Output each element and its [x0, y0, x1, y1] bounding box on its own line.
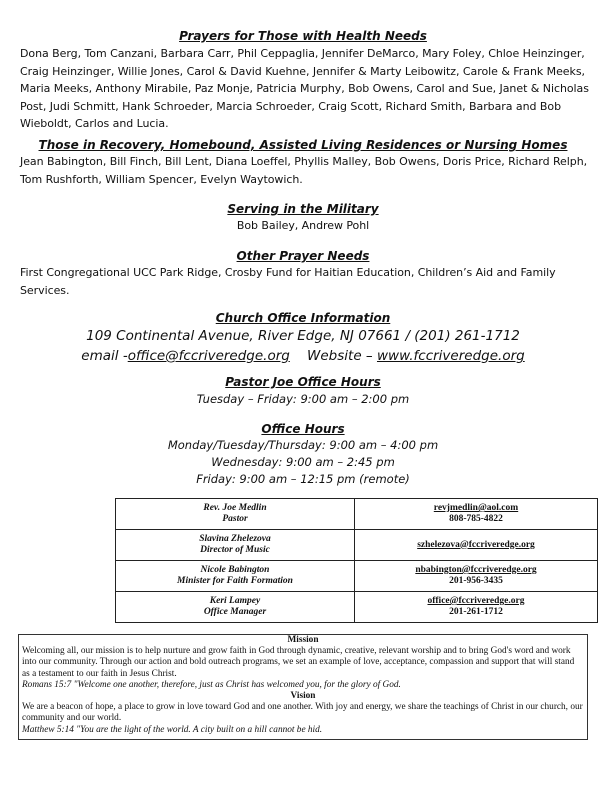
table-row [116, 561, 598, 592]
staff-email-link[interactable]: revjmedlin@aol.com [433, 503, 519, 513]
staff-phone: 201-956-3435 [449, 576, 503, 586]
military-section [0, 202, 606, 235]
recovery-names: Jean Babington, Bill Finch, Bill Lent, Diana Loeffel, Phyllis Malley, Bob Owens, Doris Price, Richard Relph, Tom Rushforth, William Spencer, Evelyn Waytowich. [20, 155, 588, 186]
staff-name-cell [116, 530, 355, 561]
table-row [116, 499, 598, 530]
office-hours-line: Friday: 9:00 am – 12:15 pm (remote) [196, 472, 410, 486]
staff-name-cell [116, 561, 355, 592]
office-website-link[interactable]: www.fccriveredge.org [376, 348, 525, 364]
health-heading: Prayers for Those with Health Needs [179, 29, 427, 43]
office-section [0, 311, 606, 366]
staff-email-link[interactable]: nbabington@fccriveredge.org [415, 565, 537, 575]
mission-title: Mission [287, 635, 319, 645]
recovery-heading: Those in Recovery, Homebound, Assisted Living Residences or Nursing Homes [38, 138, 568, 152]
staff-role: Office Manager [203, 607, 267, 617]
other-heading: Other Prayer Needs [236, 249, 370, 263]
staff-role: Minister for Faith Formation [177, 576, 293, 586]
staff-name: Nicole Babington [200, 565, 270, 575]
staff-name: Rev. Joe Medlin [203, 503, 267, 513]
mission-verse: Romans 15:7 "Welcome one another, therefore, just as Christ has welcomed you, for the glory of God. [22, 679, 401, 690]
staff-role: Pastor [222, 514, 248, 524]
staff-contact-cell [355, 592, 598, 623]
health-section [0, 29, 606, 133]
website-label: Website – [307, 348, 377, 364]
military-heading: Serving in the Military [227, 202, 379, 216]
staff-name: Keri Lampey [209, 596, 261, 606]
other-section [0, 249, 606, 299]
staff-table [115, 498, 598, 623]
office-hours-section [0, 422, 606, 488]
staff-phone: 808-785-4822 [449, 514, 503, 524]
recovery-section [0, 138, 606, 188]
vision-text: We are a beacon of hope, a place to grow in love toward God and one another. With joy and energy, we share the teachings of Christ in our church, our community and our world. [22, 702, 583, 724]
vision-title: Vision [290, 691, 316, 702]
office-address: 109 Continental Avenue, River Edge, NJ 07661 / (201) 261-1712 [86, 328, 520, 344]
staff-contact-cell [355, 561, 598, 592]
table-row [116, 530, 598, 561]
staff-name-cell [116, 592, 355, 623]
military-names: Bob Bailey, Andrew Pohl [236, 219, 370, 232]
staff-role: Director of Music [200, 545, 270, 555]
table-row [116, 592, 598, 623]
staff-email-link[interactable]: szhelezova@fccriveredge.org [417, 539, 535, 550]
office-email-link[interactable]: office@fccriveredge.org [127, 348, 290, 364]
office-hours-heading: Office Hours [261, 422, 345, 436]
pastor-hours-line: Tuesday – Friday: 9:00 am – 2:00 pm [196, 392, 410, 406]
staff-contact-cell [355, 530, 598, 561]
staff-phone: 201-261-1712 [449, 607, 503, 617]
mission-text: Welcoming all, our mission is to help nurture and grow faith in God through dynamic, creative, relevant worship and to bring God's word and work into our community. Through our action and bold outreach programs, we set an example of love, acceptance, compassion and support that will stand as a testament to our faith in Jesus Christ. [22, 646, 575, 679]
mission-box [18, 634, 588, 740]
email-label: email - [81, 348, 128, 364]
health-names: Dona Berg, Tom Canzani, Barbara Carr, Phil Ceppaglia, Jennifer DeMarco, Mary Foley, Chloe Heinzinger, Craig Heinzinger, Willie Jones, Carol & David Kuehne, Jennifer & Marty Leibowitz, Carole & Frank Meeks, Maria Meeks, Anthony Mirabile, Paz Monje, Patricia Murphy, Bob Owens, Carol and Sue, Janet & Nicholas Post, Judi Schmitt, Hank Schroeder, Marcia Schroeder, Craig Scott, Richard Smith, Barbara and Bob Wieboldt, Carlos and Lucia. [20, 47, 589, 130]
staff-contact-cell [355, 499, 598, 530]
staff-name-cell [116, 499, 355, 530]
office-contact-line [0, 346, 606, 366]
staff-email-link[interactable]: office@fccriveredge.org [427, 596, 525, 606]
office-hours-line: Wednesday: 9:00 am – 2:45 pm [211, 455, 395, 469]
office-heading: Church Office Information [215, 311, 391, 325]
vision-verse: Matthew 5:14 "You are the light of the world. A city built on a hill cannot be hid. [22, 724, 323, 735]
pastor-hours-section [0, 375, 606, 408]
office-hours-line: Monday/Tuesday/Thursday: 9:00 am – 4:00 pm [167, 438, 439, 452]
pastor-hours-heading: Pastor Joe Office Hours [225, 375, 381, 389]
other-text: First Congregational UCC Park Ridge, Crosby Fund for Haitian Education, Children’s Aid and Family Services. [20, 266, 556, 297]
staff-name: Slavina Zhelezova [199, 534, 271, 544]
